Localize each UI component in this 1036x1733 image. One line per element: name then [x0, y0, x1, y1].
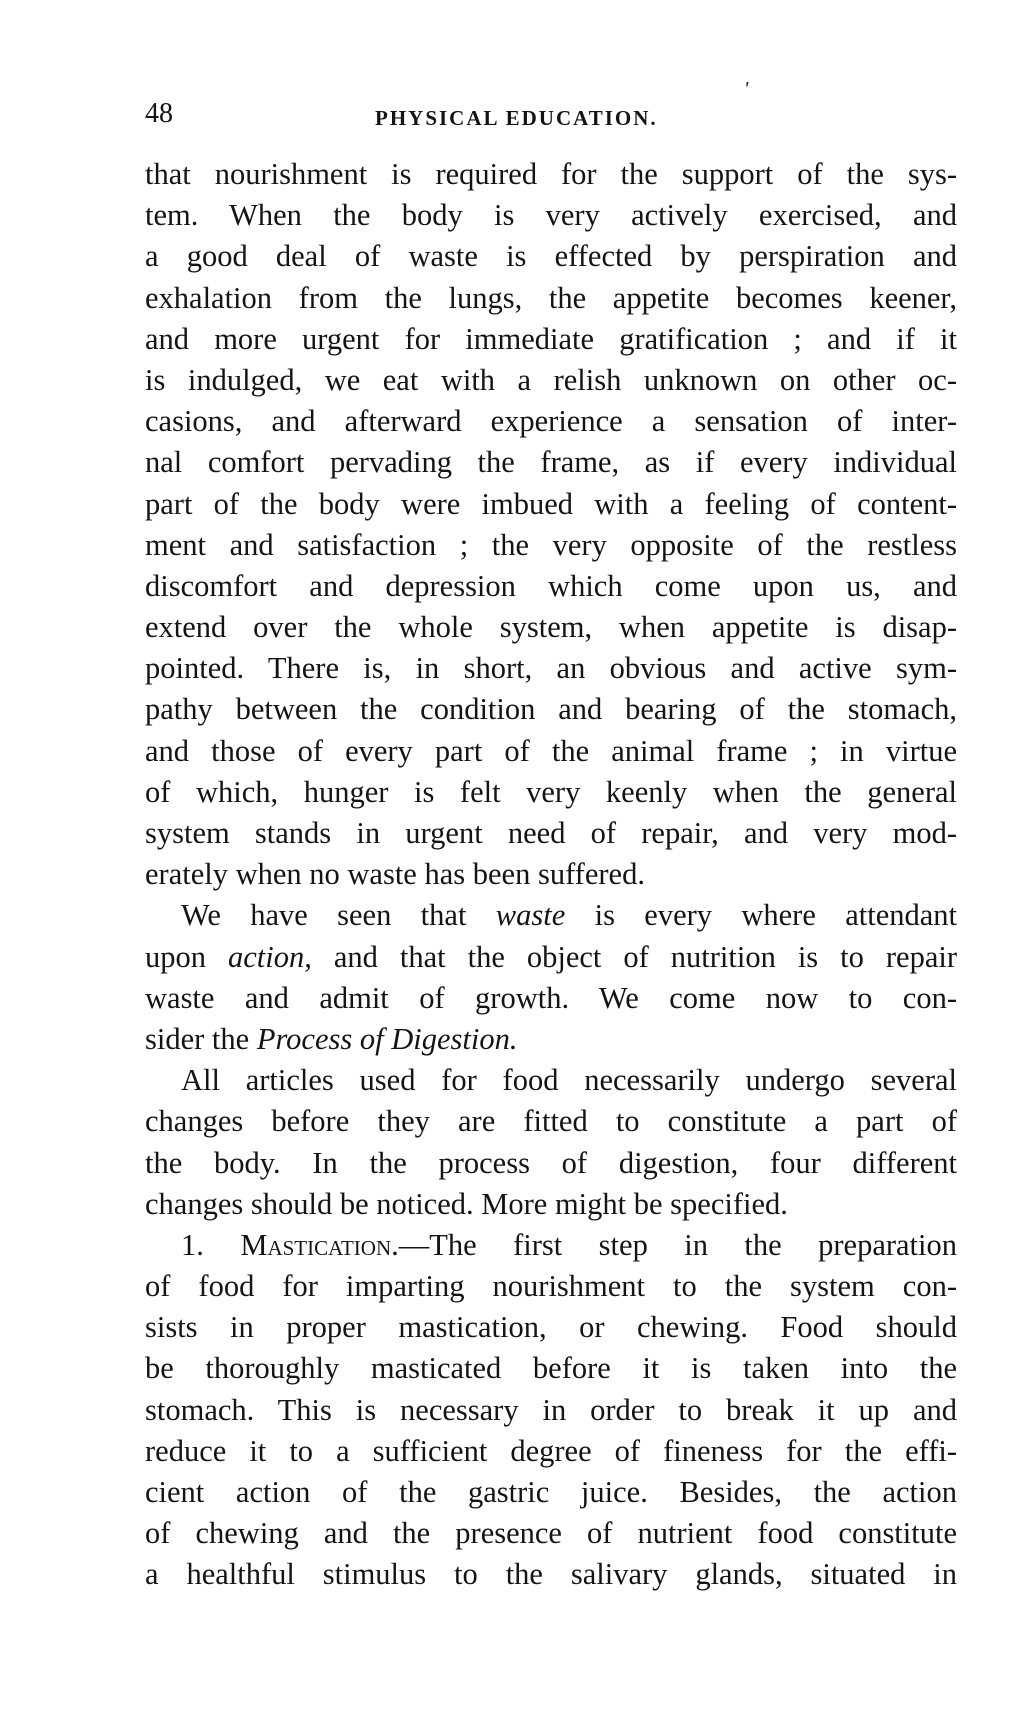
text-line: reduce it to a sufficient degree of fineness for the effi-	[145, 1433, 957, 1468]
text-line: pointed. There is, in short, an obvious and active sym-	[145, 651, 957, 686]
text-line: changes before they are fitted to constitute a part of	[145, 1104, 957, 1139]
text-line: nal comfort pervading the frame, as if every individual	[145, 445, 957, 480]
italic-text: action,	[228, 939, 312, 974]
text-line: extend over the whole system, when appetite is disap-	[145, 610, 957, 645]
text-line: and those of every part of the animal frame ; in virtue	[145, 733, 957, 768]
text-line: cient action of the gastric juice. Besides, the action	[145, 1475, 957, 1509]
text-line: tem. When the body is very actively exercised, and	[145, 198, 957, 233]
text-line: a healthful stimulus to the salivary glands, situated in	[145, 1557, 957, 1592]
text-line: system stands in urgent need of repair, and very mod-	[145, 816, 957, 850]
text-line: pathy between the condition and bearing of the stomach,	[145, 692, 957, 727]
text-line: erately when no waste has been suffered.	[145, 857, 645, 892]
text-line: that nourishment is required for the support of the sys-	[145, 157, 957, 191]
text-line: a good deal of waste is effected by perspiration and	[145, 239, 957, 274]
paragraph	[145, 1060, 957, 1225]
italic-text: waste	[495, 898, 566, 933]
text-line: exhalation from the lungs, the appetite becomes keener,	[145, 280, 957, 315]
text-line: upon action, and that the object of nutrition is to repair	[145, 939, 957, 974]
text-line: of chewing and the presence of nutrient food constitute	[145, 1516, 957, 1551]
section-heading: Mastication.	[240, 1227, 399, 1262]
text-line: All articles used for food necessarily undergo several	[181, 1063, 957, 1098]
text-line: 1. Mastication.—The first step in the preparation	[181, 1227, 958, 1262]
text-line: of food for imparting nourishment to the system con-	[145, 1269, 957, 1304]
text-line: sists in proper mastication, or chewing. Food should	[145, 1310, 957, 1345]
text-line: We have seen that waste is every where attendant	[181, 898, 957, 933]
text-line: stomach. This is necessary in order to break it up and	[145, 1392, 957, 1427]
italic-text: Process of Digestion.	[256, 1021, 518, 1056]
text-line: the body. In the process of digestion, four different	[145, 1145, 957, 1180]
body-text	[145, 154, 957, 1596]
page-number: 48	[145, 98, 173, 129]
paragraph	[145, 1225, 957, 1596]
text-line: discomfort and depression which come upon us, and	[145, 568, 957, 603]
text-line: casions, and afterward experience a sensation of inter-	[145, 404, 957, 439]
paragraph	[145, 154, 957, 895]
page-header	[145, 98, 957, 138]
text-line: part of the body were imbued with a feeling of content-	[145, 486, 957, 521]
text-line: and more urgent for immediate gratification ; and if it	[145, 321, 957, 356]
text-line: sider the Process of Digestion.	[145, 1021, 518, 1056]
text-line: be thoroughly masticated before it is taken into the	[145, 1351, 957, 1386]
running-head: PHYSICAL EDUCATION.	[375, 106, 658, 130]
stray-mark: '	[744, 78, 749, 100]
paragraph	[145, 895, 957, 1060]
text-line: is indulged, we eat with a relish unknown on other oc-	[145, 362, 957, 397]
text-line: changes should be noticed. More might be specified.	[145, 1186, 788, 1221]
text-line: waste and admit of growth. We come now to con-	[145, 980, 957, 1015]
text-line: of which, hunger is felt very keenly when the general	[145, 774, 957, 809]
text-line: ment and satisfaction ; the very opposite of the restless	[145, 527, 957, 562]
